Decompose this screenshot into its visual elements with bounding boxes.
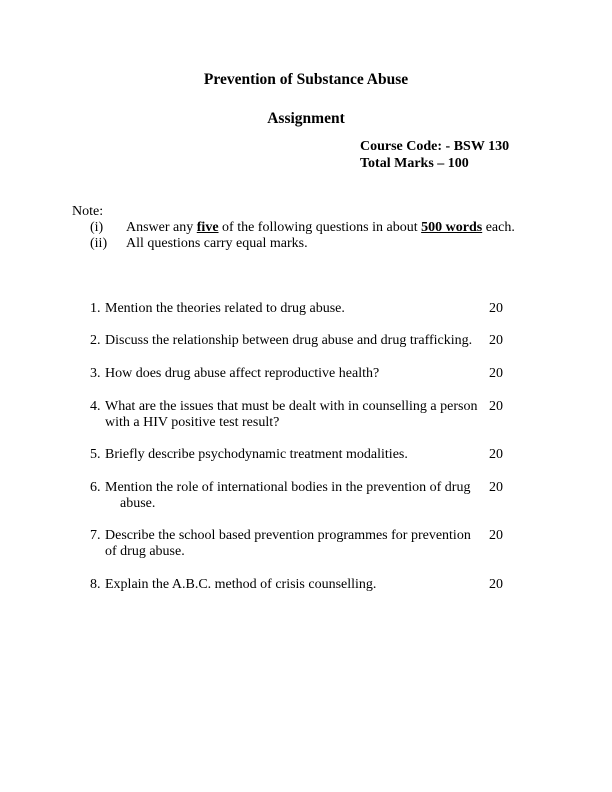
question-number: 2. [90, 333, 101, 348]
question-text: How does drug abuse affect reproductive health? [105, 366, 380, 381]
total-marks: Total Marks – 100 [360, 156, 469, 171]
emphasis-five: five [196, 220, 219, 235]
note-item-text: Answer any five of the following questions in about 500 words each. [126, 220, 515, 235]
question-text: Discuss the relationship between drug abuse and drug trafficking. [105, 333, 473, 348]
question-text-continued: with a HIV positive test result? [105, 415, 280, 430]
question-number: 8. [90, 577, 101, 592]
question-number: 3. [90, 366, 101, 381]
question-text: Briefly describe psychodynamic treatment modalities. [105, 447, 408, 462]
emphasis-word-count: 500 words [421, 220, 483, 235]
question-marks: 20 [489, 301, 503, 316]
question-number: 5. [90, 447, 101, 462]
question-marks: 20 [489, 577, 503, 592]
question-number: 4. [90, 399, 101, 414]
question-text: Explain the A.B.C. method of crisis counselling. [105, 577, 377, 592]
question-marks: 20 [489, 333, 503, 348]
note-item-number: (ii) [90, 236, 108, 251]
question-text: Mention the theories related to drug abuse. [105, 301, 345, 316]
question-text: Mention the role of international bodies in the prevention of drug [105, 480, 471, 495]
note-item-number: (i) [90, 220, 104, 235]
note-label: Note: [72, 204, 104, 219]
question-marks: 20 [489, 366, 503, 381]
question-text: What are the issues that must be dealt with in counselling a person [105, 399, 478, 414]
question-text-continued: of drug abuse. [105, 544, 185, 559]
question-marks: 20 [489, 447, 503, 462]
question-marks: 20 [489, 399, 503, 414]
course-code: Course Code: - BSW 130 [360, 139, 510, 154]
note-item-text: All questions carry equal marks. [126, 236, 308, 251]
question-marks: 20 [489, 480, 503, 495]
question-text-continued: abuse. [120, 496, 156, 511]
question-number: 7. [90, 528, 101, 543]
page-subtitle: Assignment [267, 110, 345, 127]
page-title: Prevention of Substance Abuse [203, 71, 409, 88]
question-number: 1. [90, 301, 101, 316]
question-number: 6. [90, 480, 101, 495]
question-marks: 20 [489, 528, 503, 543]
question-text: Describe the school based prevention programmes for prevention [105, 528, 471, 543]
